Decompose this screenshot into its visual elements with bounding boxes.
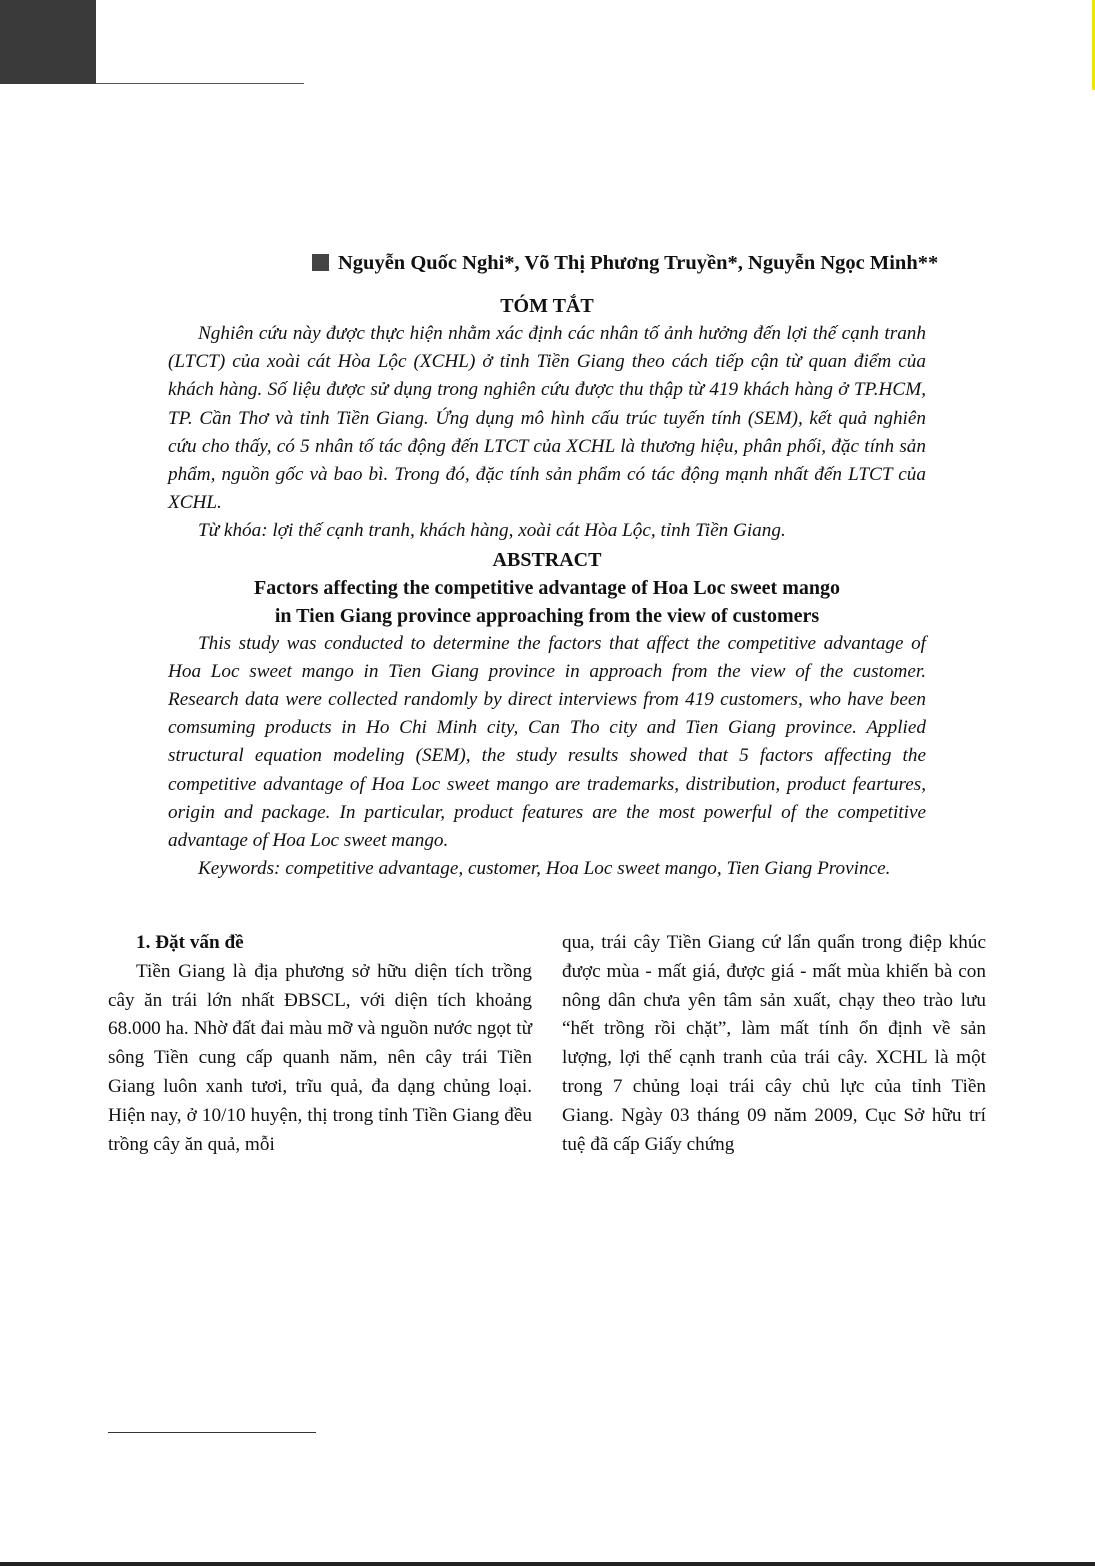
vn-summary-heading: TÓM TẮT: [500, 295, 594, 317]
footnote-rule: [108, 1432, 316, 1433]
header-corner-block: [0, 0, 96, 84]
square-bullet-icon: [312, 254, 329, 271]
en-abstract-text: This study was conducted to determine the factors that affect the competitive advantage of Hoa Loc sweet mango in Tien Giang province in approach from the view of the customer. Research data were collected randomly by direct interviews from 419 customers, who have been comsuming products in Ho Chi Minh city, Can Tho city and Tien Giang province. Applied structural equation modeling (SEM), the study results showed that 5 factors affecting the competitive advantage of Hoa Loc sweet mango are trademarks, distribution, product feartures, origin and package. In particular, product features are the most powerful of the competitive advantage of Hoa Loc sweet mango.: [168, 632, 926, 852]
en-title-line-1: Factors affecting the competitive advantage of Hoa Loc sweet mango: [254, 576, 840, 599]
authors-line: [312, 252, 988, 275]
vn-summary-text: Nghiên cứu này được thực hiện nhằm xác định các nhân tố ảnh hưởng đến lợi thế cạnh tranh (LTCT) của xoài cát Hòa Lộc (XCHL) ở tỉnh Tiền Giang theo cách tiếp cận từ quan điểm của khách hàng. Số liệu được sử dụng trong nghiên cứu được thu thập từ 419 khách hàng ở TP.HCM, TP. Cần Thơ và tỉnh Tiền Giang. Ứng dụng mô hình cấu trúc tuyến tính (SEM), kết quả nghiên cứu cho thấy, có 5 nhân tố tác động đến LTCT của XCHL là thương hiệu, phân phối, đặc tính sản phẩm, nguồn gốc và bao bì. Trong đó, đặc tính sản phẩm có tác động mạnh nhất đến LTCT của XCHL.: [168, 323, 926, 514]
vn-keywords: Từ khóa: lợi thế cạnh tranh, khách hàng, xoài cát Hòa Lộc, tỉnh Tiền Giang.: [198, 520, 786, 542]
col2-paragraph: qua, trái cây Tiền Giang cứ lẩn quẩn trong điệp khúc được mùa - mất giá, được giá - mất mùa khiến bà con nông dân chưa yên tâm sản xuất, chạy theo trào lưu “hết trồng rồi chặt”, làm mất tính ổn định về sản lượng, lợi thế cạnh tranh của trái cây. XCHL là một trong 7 chủng loại trái cây chủ lực của tỉnh Tiền Giang. Ngày 03 tháng 09 năm 2009, Cục Sở hữu trí tuệ đã cấp Giấy chứng: [562, 932, 986, 1155]
header-rule: [96, 83, 304, 84]
section-heading: 1. Đặt vấn đề: [136, 932, 244, 953]
body-column-left: [108, 929, 532, 1159]
en-keywords: Keywords: competitive advantage, customer, Hoa Loc sweet mango, Tien Giang Province.: [198, 858, 891, 880]
authors-text: Nguyễn Quốc Nghi*, Võ Thị Phương Truyền*, Nguyễn Ngọc Minh**: [338, 252, 939, 274]
col1-paragraph: Tiền Giang là địa phương sở hữu diện tích trồng cây ăn trái lớn nhất ĐBSCL, với diện tích khoảng 68.000 ha. Nhờ đất đai màu mỡ và nguồn nước ngọt từ sông Tiền cung cấp quanh năm, nên cây trái Tiền Giang luôn xanh tươi, trĩu quả, đa dạng chủng loại. Hiện nay, ở 10/10 huyện, thị trong tỉnh Tiền Giang đều trồng cây ăn quả, mỗi: [108, 960, 532, 1155]
en-title-line-2: in Tien Giang province approaching from the view of customers: [274, 604, 820, 627]
en-abstract-heading: ABSTRACT: [492, 548, 602, 571]
abstract-section: [168, 292, 926, 883]
body-column-right: [562, 929, 986, 1159]
page-bottom-edge: [0, 1562, 1095, 1566]
